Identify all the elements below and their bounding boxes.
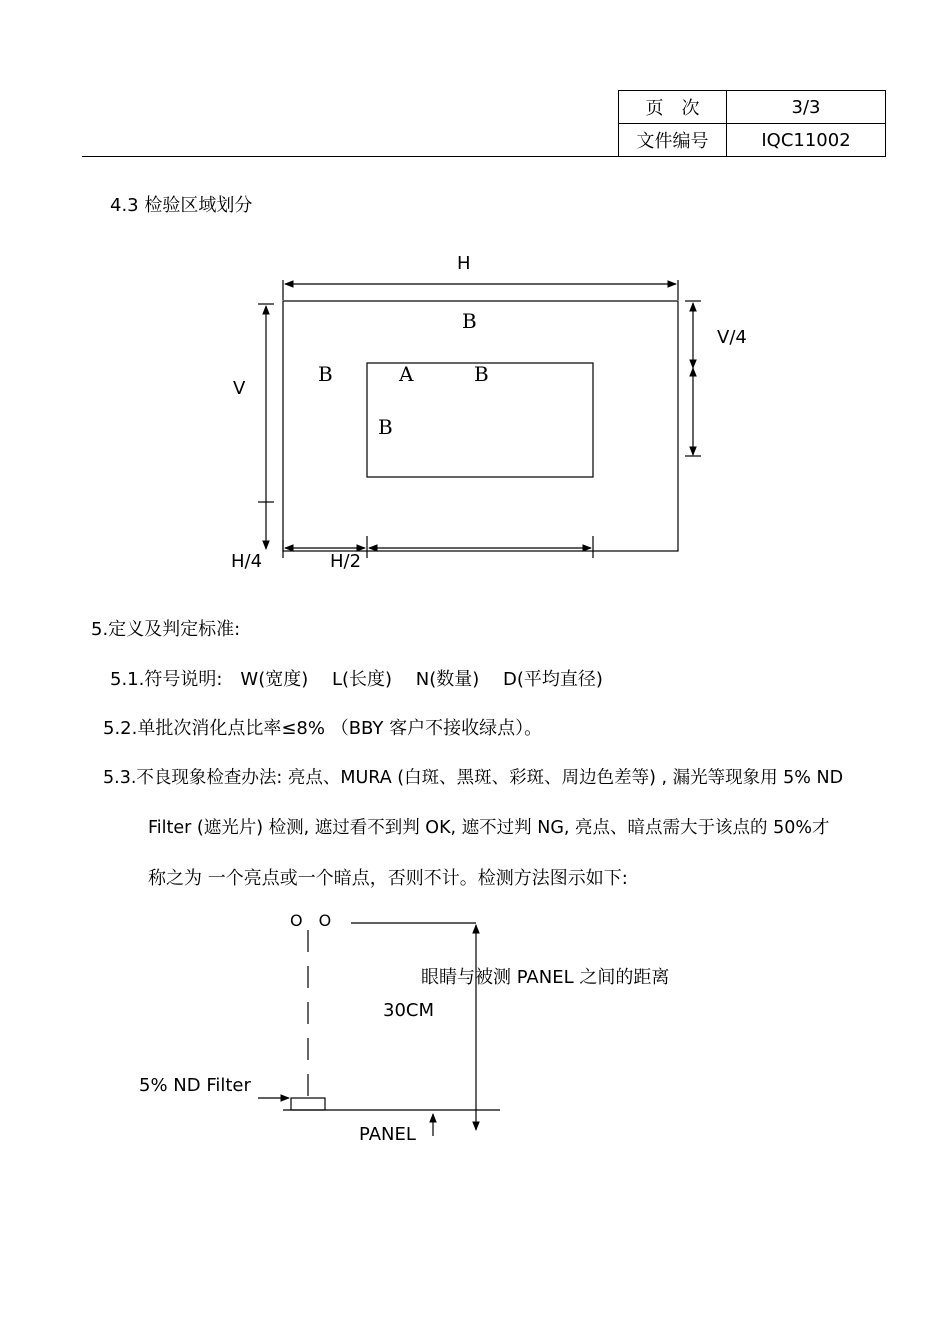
filter-label: 5% ND Filter [139,1075,251,1096]
zone-b-inner-left: B [378,415,393,439]
zone-a: A [399,362,414,386]
doc-number-value: IQC11002 [727,124,886,157]
page-value: 3/3 [727,91,886,124]
height-label: V [233,378,246,399]
filter-rect [291,1098,325,1110]
section-4-3-heading: 4.3 检验区域划分 [110,195,253,216]
section-5-2: 5.2.单批次消化点比率≤8% （BBY 客户不接收绿点）。 [103,718,543,739]
section-5-3-line-1: 5.3.不良现象检查办法: 亮点、MURA (白斑、黑斑、彩斑、周边色差等) , 漏光等现象用 5% ND [103,768,844,788]
eyes-symbol: O O [290,911,332,930]
zone-b-left: B [318,362,333,386]
distance-caption: 眼睛与被测 PANEL 之间的距离 [421,967,670,988]
zone-b-inner-right: B [474,362,489,386]
distance-value: 30CM [383,1000,435,1021]
quarter-width-label: H/4 [231,551,263,572]
half-width-label: H/2 [330,551,362,572]
width-label: H [457,253,471,274]
section-5-3-line-2: Filter (遮光片) 检测, 遮过看不到判 OK, 遮不过判 NG, 亮点、暗点需大于该点的 50%才 [148,818,830,838]
quarter-height-label: V/4 [717,327,747,348]
section-5-heading: 5.定义及判定标准: [91,619,241,640]
doc-number-label: 文件编号 [619,124,727,157]
page-label: 页 次 [619,91,727,124]
panel-label: PANEL [359,1124,416,1145]
zone-b-top: B [462,309,477,333]
section-5-1: 5.1.符号说明: W(宽度) L(长度) N(数量) D(平均直径) [110,669,603,690]
section-5-3-line-3: 称之为 一个亮点或一个暗点，否则不计。检测方法图示如下: [148,868,628,889]
